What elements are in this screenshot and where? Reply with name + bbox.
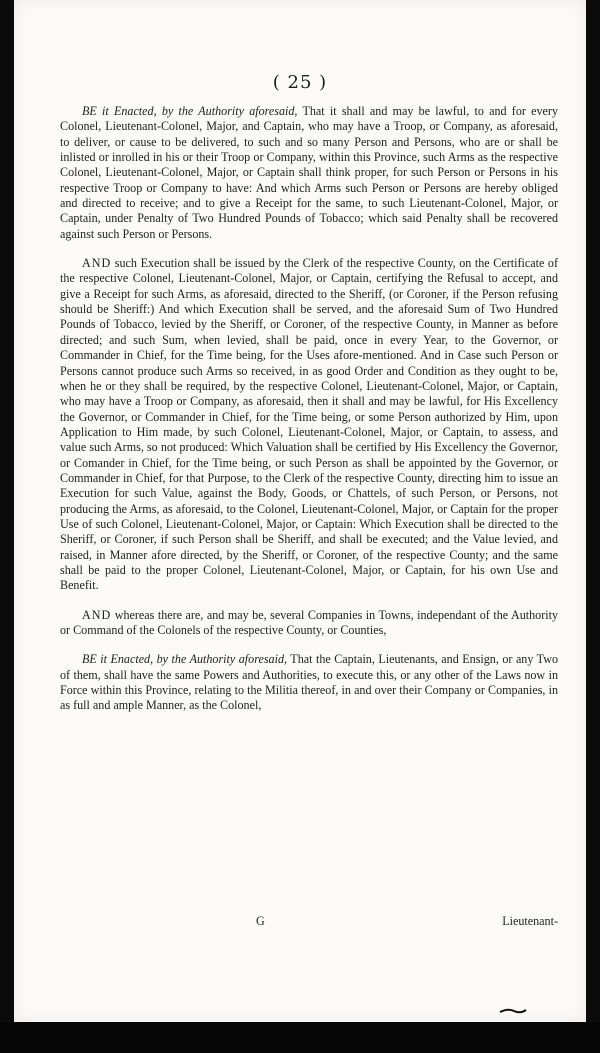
document-page — [14, 0, 586, 1022]
paragraph-enactment-captains — [60, 652, 558, 713]
catchword: Lieutenant- — [502, 914, 558, 928]
paragraph-enactment-arms — [60, 104, 558, 242]
signature-mark: G — [256, 914, 265, 928]
page-number: ( 25 ) — [272, 72, 328, 93]
enacting-clause: BE it Enacted, by the Authority aforesaid, — [82, 652, 288, 667]
paragraph-execution — [60, 256, 558, 594]
body-text — [60, 104, 558, 728]
scan-mark — [498, 1006, 528, 1016]
paragraph-text: whereas there are, and may be, several Companies in Towns, independant of the Authority or Command of the Colonels of the respective County, or Counties, — [60, 607, 558, 637]
paragraph-town-companies — [60, 608, 558, 639]
paragraph-lead: AND — [82, 256, 112, 271]
paragraph-lead: AND — [82, 607, 112, 622]
scan-border — [0, 1022, 600, 1053]
paragraph-text: That it shall and may be lawful, to and for every Colonel, Lieutenant-Colonel, Major, and Captain, who may have a Troop, or Company, as aforesaid, to deliver, or cause to be delivered, to such and so many Person and Persons, who are or shall be inlisted or inrolled in his or their Troop or Company, within this Province, such Arms as the respective Colonel, Lieutenant-Colonel, Major, or Captain shall think proper, for such Person or Persons in his respective Troop or Company to have: And which Arms such Person or Persons are hereby obliged and directed to receive; and to give a Receipt for the same, to such Lieutenant-Colonel, Major, or Captain, under Penalty of Two Hundred Pounds of Tobacco; which said Penalty shall be recovered against such Person or Persons. — [60, 104, 558, 241]
paragraph-text: That the Captain, Lieutenants, and Ensign, or any Two of them, shall have the same Powers and Authorities, to execute this, or any other of the Laws now in Force within this Province, relating to the Militia thereof, in and over their Company or Companies, in as full and ample Manner, as the Colonel, — [60, 652, 558, 713]
paragraph-text: such Execution shall be issued by the Clerk of the respective County, on the Certificate of the respective Colonel, Lieutenant-Colonel, Major, or Captain, certifying the Refusal to accept, and give a Receipt for such Arms, as aforesaid, directed to the Sheriff, (or Coroner, if the Person refusing should be Sheriff:) And which Execution shall be served, and the aforesaid Sum of Two Hundred Pounds of Tobacco, levied by the Sheriff, or Coroner, of the respective County, in Manner as before directed; and such Sum, when levied, shall be paid, once in every Year, to the Governor, or Commander in Chief, for the Time being, for the Uses afore-mentioned. And in Case such Person or Persons cannot produce such Arms so received, in as good Order and Condition as they ought to be, when he or they shall be required, by the respective Colonel, Lieutenant-Colonel, Major, or Captain, who may have a Troop or Company, as aforesaid, then it shall and may be lawful, for His Excellency the Governor, or Commander in Chief, for the Time being, or some Person authorized by Him, upon Application to Him made, by such Colonel, Lieutenant-Colonel, Major, or Captain, to assess, and value such Arms, so not produced: Which Valuation shall be certified by His Excellency the Governor, or Comander in Chief, for the Time being, or such Person as shall be appointed by the Governor, or Commander in Chief, for that Purpose, to the Clerk of the respective County, directing him to issue an Execution for such Value, against the Body, Goods, or Chattels, of such Person, or Persons, not producing the Arms, as aforesaid, to the Colonel, Lieutenant-Colonel, Major, or Captain for the proper Use of such Colonel, Lieutenant-Colonel, Major, or Captain: Which Execution shall be directed to the Sheriff, or Coroner, if such Person shall be Sheriff, and shall be executed; and the Value levied, and raised, in Manner afore directed, by the Sheriff, or Coroner, of the respective County; and the same shall be paid to the proper Colonel, Lieutenant-Colonel, Major, or Captain, for his own Use and Benefit. — [60, 256, 558, 593]
enacting-clause: BE it Enacted, by the Authority aforesaid, — [82, 104, 298, 118]
page-footer — [60, 914, 558, 932]
